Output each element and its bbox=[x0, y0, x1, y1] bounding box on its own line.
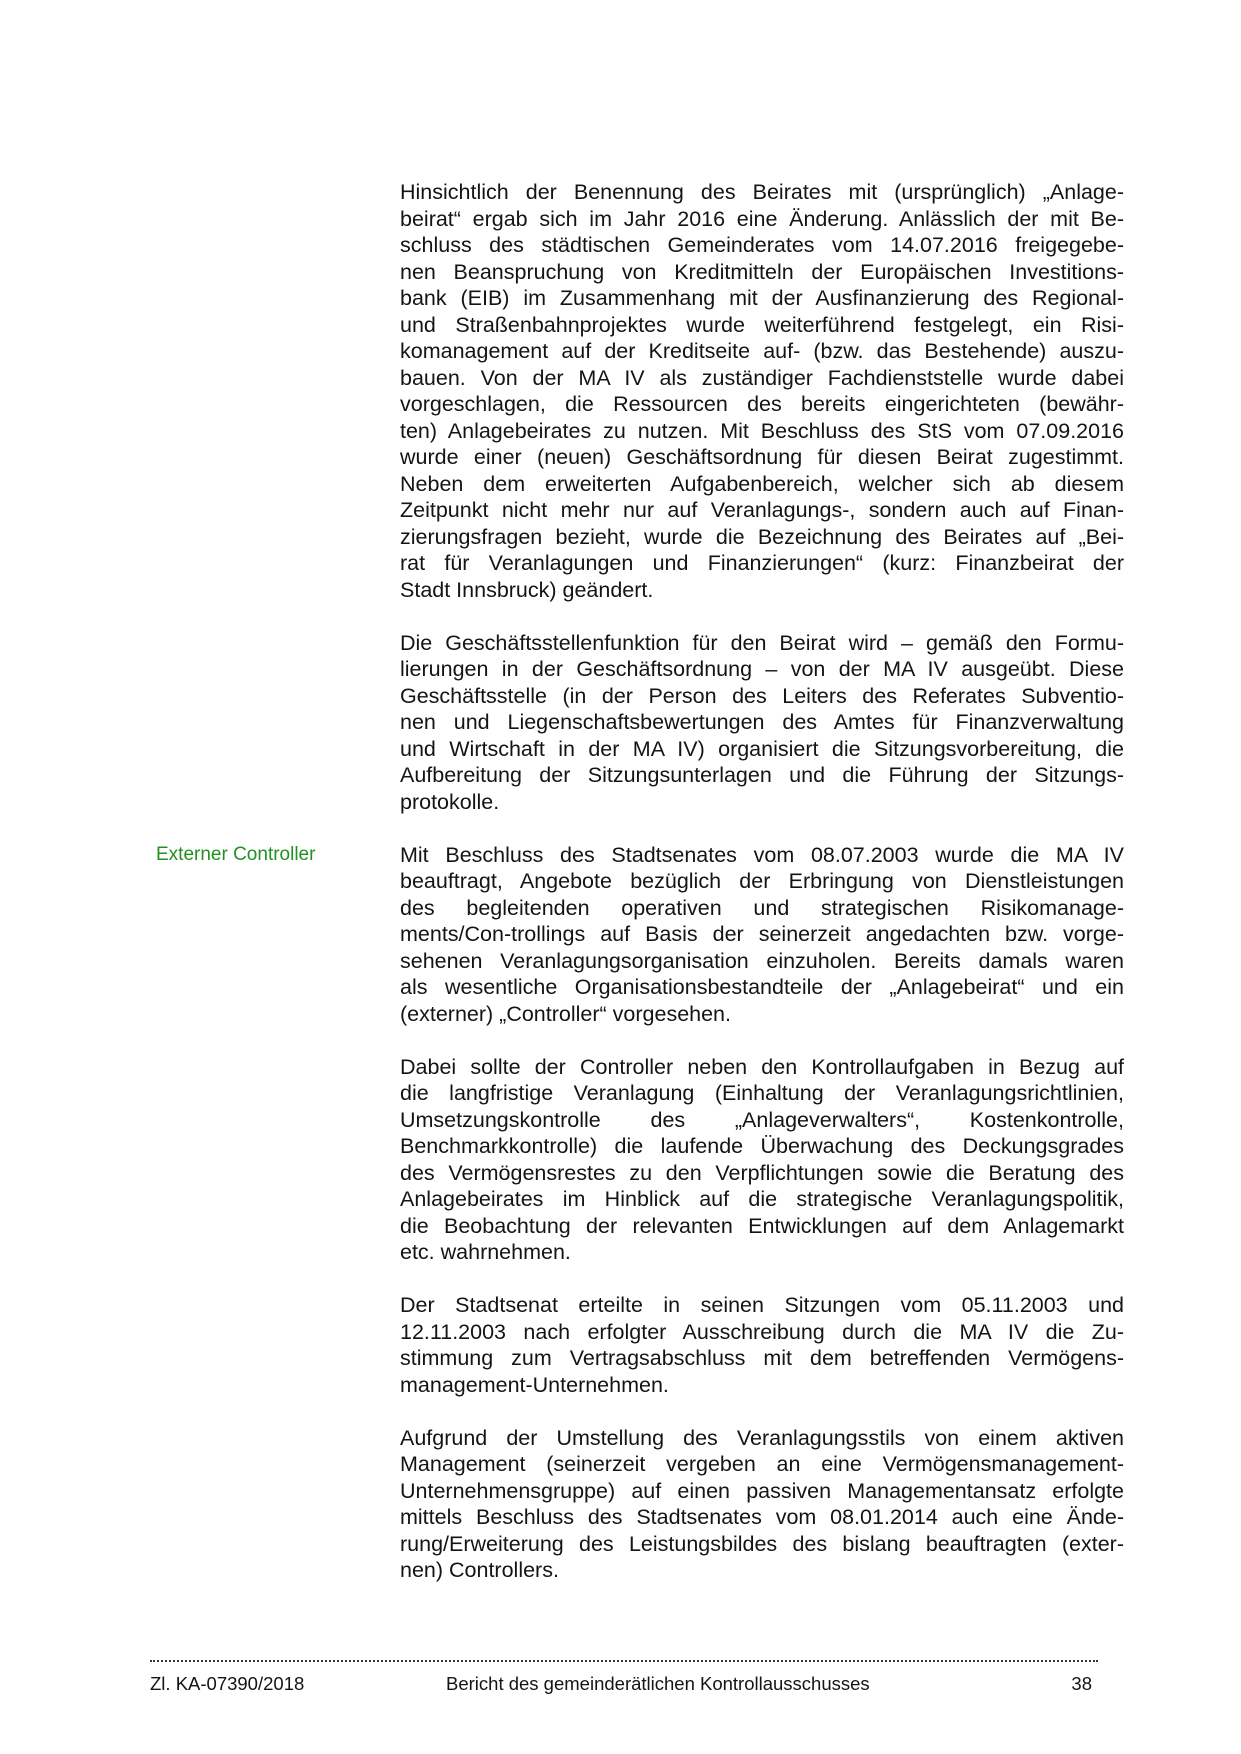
text-line: wurde einer (neuen) Geschäftsordnung für diesen Beirat zugestimmt. bbox=[400, 445, 1124, 469]
text-line: sehenen Veranlagungsorganisation einzuholen. Bereits damals waren bbox=[400, 948, 1124, 973]
text-line: ments/Con-trollings auf Basis der seinerzeit angedachten bzw. vorge- bbox=[400, 922, 1124, 946]
page-footer bbox=[150, 1672, 1100, 1696]
paragraph-controller-aufgaben bbox=[400, 1054, 1124, 1266]
text-line: Mit Beschluss des Stadtsenates vom 08.07.2003 wurde die MA IV bbox=[400, 842, 1124, 867]
text-line: Anlagebeirates im Hinblick auf die strategische Veranlagungspolitik, bbox=[400, 1187, 1124, 1211]
text-line: bank (EIB) im Zusammenhang mit der Ausfinanzierung des Regional- bbox=[400, 286, 1124, 310]
text-line: management-Unternehmen. bbox=[400, 1372, 669, 1397]
text-line: Stadt Innsbruck) geändert. bbox=[400, 577, 654, 602]
text-line: des begleitenden operativen und strategischen Risikomanage- bbox=[400, 895, 1124, 920]
text-line: zierungsfragen bezieht, wurde die Bezeichnung des Beirates auf „Bei- bbox=[400, 524, 1124, 549]
footer-reference-number: Zl. KA-07390/2018 bbox=[150, 1673, 305, 1694]
text-line: Aufgrund der Umstellung des Veranlagungsstils von einem aktiven bbox=[400, 1425, 1124, 1450]
footer-report-title: Bericht des gemeinderätlichen Kontrollausschusses bbox=[446, 1673, 870, 1694]
paragraph-beirat-benennung bbox=[400, 179, 1124, 603]
text-line: bauen. Von der MA IV als zuständiger Fachdienststelle wurde dabei bbox=[400, 365, 1124, 390]
text-line: des Vermögensrestes zu den Verpflichtungen sowie die Beratung des bbox=[400, 1160, 1124, 1185]
document-body bbox=[156, 179, 1124, 1610]
text-line: Hinsichtlich der Benennung des Beirates mit (ursprünglich) „Anlage- bbox=[400, 180, 1124, 204]
text-line: und Straßenbahnprojektes wurde weiterführend festgelegt, ein Risi- bbox=[400, 312, 1124, 337]
text-line: Der Stadtsenat erteilte in seinen Sitzungen vom 05.11.2003 und bbox=[400, 1293, 1124, 1317]
text-line: vorgeschlagen, die Ressourcen des bereits eingerichteten (bewähr- bbox=[400, 392, 1124, 416]
text-line: nen und Liegenschaftsbewertungen des Amtes für Finanzverwaltung bbox=[400, 710, 1124, 734]
text-line: schluss des städtischen Gemeinderates vom 14.07.2016 freigegebe- bbox=[400, 233, 1124, 257]
text-line: Neben dem erweiterten Aufgabenbereich, welcher sich ab diesem bbox=[400, 471, 1124, 496]
text-line: rat für Veranlagungen und Finanzierungen“ (kurz: Finanzbeirat der bbox=[400, 551, 1124, 575]
text-line: Unternehmensgruppe) auf einen passiven Managementansatz erfolgte bbox=[400, 1478, 1124, 1503]
text-line: rung/Erweiterung des Leistungsbildes des bislang beauftragten (exter- bbox=[400, 1531, 1124, 1556]
text-line: Geschäftsstelle (in der Person des Leiters des Referates Subventio- bbox=[400, 683, 1124, 708]
text-line: Dabei sollte der Controller neben den Kontrollaufgaben in Bezug auf bbox=[400, 1054, 1124, 1079]
text-line: die Beobachtung der relevanten Entwicklungen auf dem Anlagemarkt bbox=[400, 1213, 1124, 1238]
paragraph-geschaeftsstelle bbox=[400, 630, 1124, 816]
margin-heading: Externer Controller bbox=[156, 843, 316, 865]
text-line: Management (seinerzeit vergeben an eine Vermögensmanagement- bbox=[400, 1452, 1124, 1476]
text-line: nen) Controllers. bbox=[400, 1558, 559, 1582]
text-line: 12.11.2003 nach erfolgter Ausschreibung durch die MA IV die Zu- bbox=[400, 1319, 1124, 1344]
text-line: Zeitpunkt nicht mehr nur auf Veranlagungs-, sondern auch auf Finan- bbox=[400, 498, 1124, 522]
text-line: etc. wahrnehmen. bbox=[400, 1240, 571, 1264]
text-line: stimmung zum Vertragsabschluss mit dem betreffenden Vermögens- bbox=[400, 1346, 1124, 1370]
paragraph-externer-controller bbox=[156, 842, 1124, 1028]
text-line: Umsetzungskontrolle des „Anlageverwalters“, Kostenkontrolle, bbox=[400, 1107, 1124, 1132]
text-line: als wesentliche Organisationsbestandteile der „Anlagebeirat“ und ein bbox=[400, 975, 1124, 999]
text-line: ten) Anlagebeirates zu nutzen. Mit Beschluss des StS vom 07.09.2016 bbox=[400, 418, 1124, 443]
text-line: Benchmarkkontrolle) die laufende Überwachung des Deckungsgrades bbox=[400, 1134, 1124, 1158]
text-line: beirat“ ergab sich im Jahr 2016 eine Änderung. Anlässlich der mit Be- bbox=[400, 206, 1124, 231]
page-number: 38 bbox=[1071, 1673, 1092, 1694]
text-line: lierungen in der Geschäftsordnung – von der MA IV ausgeübt. Diese bbox=[400, 657, 1124, 681]
text-line: protokolle. bbox=[400, 789, 500, 814]
text-line: und Wirtschaft in der MA IV) organisiert die Sitzungsvorbereitung, die bbox=[400, 736, 1124, 761]
text-line: (externer) „Controller“ vorgesehen. bbox=[400, 1001, 731, 1026]
text-line: Die Geschäftsstellenfunktion für den Beirat wird – gemäß den Formu- bbox=[400, 630, 1124, 655]
paragraph-umstellung-veranlagungsstil bbox=[400, 1425, 1124, 1584]
text-line: Aufbereitung der Sitzungsunterlagen und die Führung der Sitzungs- bbox=[400, 763, 1124, 787]
text-line: nen Beanspruchung von Kreditmitteln der Europäischen Investitions- bbox=[400, 259, 1124, 284]
paragraph-stadtsenat-zustimmung bbox=[400, 1292, 1124, 1398]
text-line: mittels Beschluss des Stadtsenates vom 08.01.2014 auch eine Ände- bbox=[400, 1505, 1124, 1529]
text-line: beauftragt, Angebote bezüglich der Erbringung von Dienstleistungen bbox=[400, 869, 1124, 893]
footer-dotted-rule bbox=[150, 1660, 1098, 1662]
text-line: die langfristige Veranlagung (Einhaltung der Veranlagungsrichtlinien, bbox=[400, 1081, 1124, 1105]
text-line: komanagement auf der Kreditseite auf- (bzw. das Bestehende) auszu- bbox=[400, 339, 1124, 363]
